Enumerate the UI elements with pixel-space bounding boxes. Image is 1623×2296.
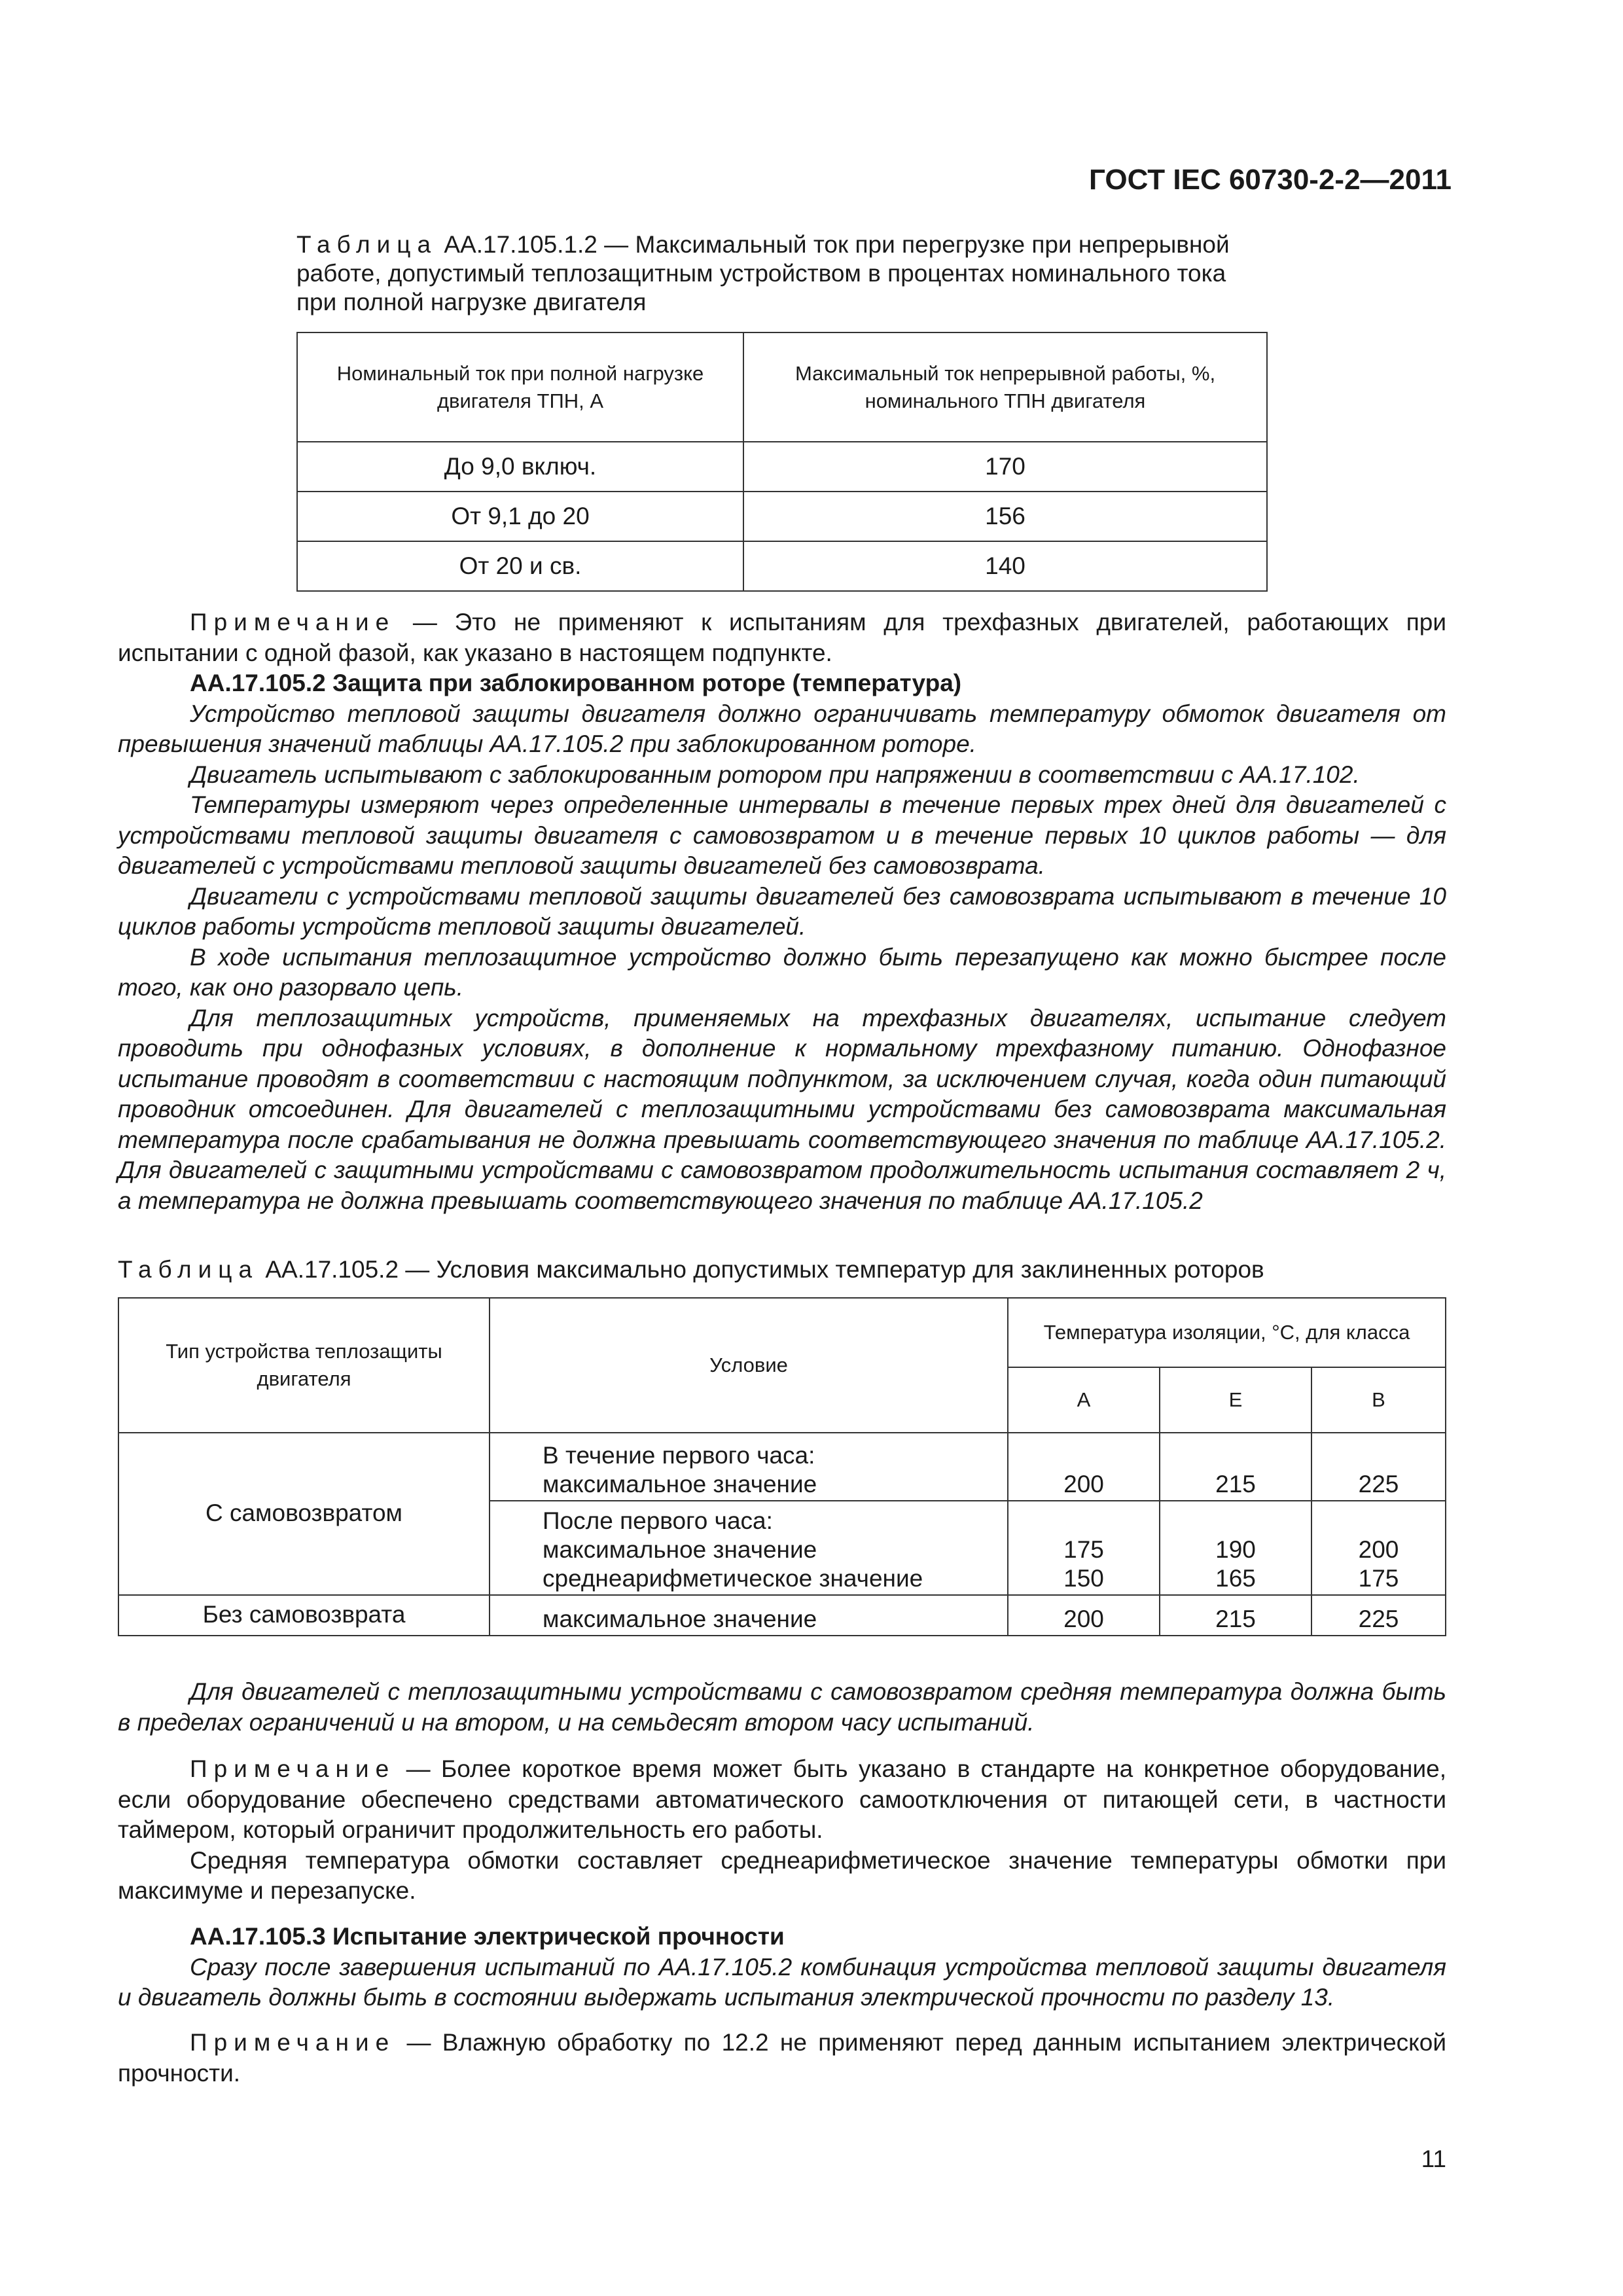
table2-col-condition: Условие xyxy=(490,1298,1008,1433)
type-auto-reset: С самовозвратом xyxy=(118,1433,490,1595)
note1: Примечание — Это не применяют к испытаниям для трехфазных двигателей, работающих при испытании с одной фазой, как указано в настоящем подпункте. xyxy=(118,609,1446,666)
table1-label: Таблица xyxy=(296,231,438,258)
table2-header-row xyxy=(118,1298,1446,1367)
table2-caption: Таблица АА.17.105.2 — Условия максимально допустимых температур для заклиненных роторов xyxy=(118,1256,1264,1283)
table2-label: Таблица xyxy=(118,1256,259,1283)
class-b: В xyxy=(1311,1367,1446,1433)
section3 xyxy=(118,1922,1446,2013)
table1 xyxy=(296,332,1268,592)
table1-col2-header: Максимальный ток непрерывной работы, %, номинального ТПН двигателя xyxy=(743,332,1267,442)
table-row: До 9,0 включ. 170 xyxy=(297,442,1267,492)
table-row: От 20 и св. 140 xyxy=(297,541,1267,591)
section2-paragraph: Устройство тепловой защиты двигателя должно ограничивать температуру обмоток двигателя от превышения значений таблицы АА.17.105.2 при заблокированном роторе. xyxy=(118,700,1446,757)
table1-header-row xyxy=(297,332,1267,442)
note3: Примечание — Влажную обработку по 12.2 не применяют перед данным испытанием электрической прочности. xyxy=(118,2029,1446,2087)
table-row: С самовозвратом В течение первого часа: максимальное значение 200 215 225 xyxy=(118,1433,1446,1501)
class-a: А xyxy=(1008,1367,1160,1433)
table-row: От 9,1 до 20 156 xyxy=(297,492,1267,541)
note2: Примечание — Более короткое время может быть указано в стандарте на конкретное оборудование, если оборудование обеспечено средствами автоматического самоотключения от питающей сети, в частности таймером, который ограничит продолжительность его работы. xyxy=(118,1755,1446,1843)
page-number: 11 xyxy=(1421,2145,1446,2172)
section2-paragraph: Двигатели с устройствами тепловой защиты двигателей без самовозврата испытывают в течение 10 циклов работы устройств тепловой защиты двигателей. xyxy=(118,882,1446,940)
section3-heading: АА.17.105.3 Испытание электрической прочности xyxy=(190,1923,785,1950)
type-manual-reset: Без самовозврата xyxy=(118,1595,490,1636)
note1-and-section2 xyxy=(118,607,1446,1216)
table-row: После первого часа: максимальное значение среднеарифметическое значение 175 150 190 165 200 175 xyxy=(118,1501,1446,1595)
section2-heading: АА.17.105.2 Защита при заблокированном роторе (температура) xyxy=(190,670,962,696)
note3-block xyxy=(118,2028,1446,2089)
table-row: Без самовозврата максимальное значение 200 215 225 xyxy=(118,1595,1446,1636)
table1-caption: Таблица АА.17.105.1.2 — Максимальный ток при перегрузке при непрерывной работе, допустимый теплозащитным устройством в процентах номинального тока при полной нагрузке двигателя xyxy=(296,231,1230,315)
section2-paragraph: Температуры измеряют через определенные интервалы в течение первых трех дней для двигателей с устройствами тепловой защиты двигателя с самовозвратом и в течение первых 10 циклов работы — для двигателей с устройствами тепловой защиты двигателей без самовозврата. xyxy=(118,791,1446,879)
table2-col-temp: Температура изоляции, °С, для класса xyxy=(1008,1298,1446,1367)
note2-extra: Средняя температура обмотки составляет среднеарифметическое значение температуры обмотки при максимуме и перезапуске. xyxy=(118,1846,1446,1904)
note2-block xyxy=(118,1754,1446,1907)
section2-paragraph: Двигатель испытывают с заблокированным ротором при напряжении в соответствии с АА.17.102. xyxy=(190,761,1360,788)
section3-paragraph: Сразу после завершения испытаний по АА.17.105.2 комбинация устройства тепловой защиты двигателя и двигатель должны быть в состоянии выдержать испытания электрической прочности по разделу 13. xyxy=(118,1953,1446,2011)
after-table2: Для двигателей с теплозащитными устройствами с самовозвратом средняя температура должна быть в пределах ограничений и на втором, и на семьдесят втором часу испытаний. xyxy=(118,1678,1446,1736)
section2-paragraph: Для теплозащитных устройств, применяемых на трехфазных двигателях, испытание следует проводить при однофазных условиях, в дополнение к нормальному трехфазному питанию. Однофазное испытание проводят в соответствии с настоящим подпунктом, за исключением случая, когда один питающий проводник отсоединен. Для двигателей с теплозащитными устройствами без самовозврата максимальная температура после срабатывания не должна превышать соответствующего значения по таблице АА.17.105.2. Для двигателей с защитными устройствами с самовозвратом продолжительность испытания составляет 2 ч, а температура не должна превышать соответствующего значения по таблице АА.17.105.2 xyxy=(118,1004,1446,1214)
section2-paragraph: В ходе испытания теплозащитное устройство должно быть перезапущено как можно быстрее после того, как оно разорвало цепь. xyxy=(118,943,1446,1001)
standard-designation: ГОСТ IEC 60730-2-2—2011 xyxy=(1089,164,1452,196)
class-e: Е xyxy=(1160,1367,1311,1433)
table2-col-type: Тип устройства теплозащиты двигателя xyxy=(118,1298,490,1433)
table1-col1-header: Номинальный ток при полной нагрузке двигателя ТПН, А xyxy=(297,332,743,442)
table2 xyxy=(118,1297,1446,1636)
